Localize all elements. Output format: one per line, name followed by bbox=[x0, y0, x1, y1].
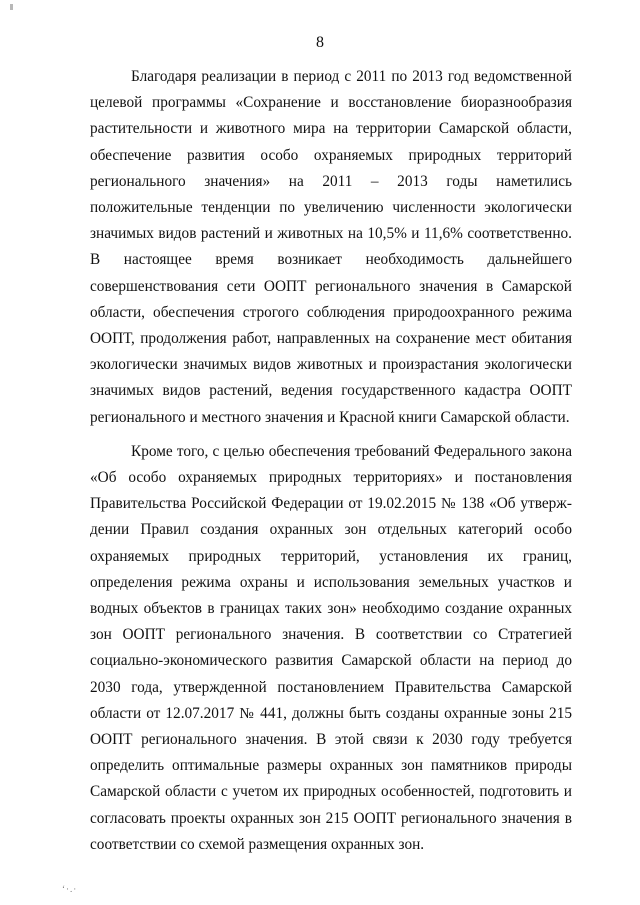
scan-artifact-mark bbox=[10, 4, 13, 10]
paragraph-protection-zones: Кроме того, с целью обеспечения требований Федерального закона «Об особо охраняемых природных территориях» и постановления Правительства Российской Федерации от 19.02.2015 № 138 «Об утверждении Правил создания охранных зон отдельных категорий особо охраняемых природных территорий, установления их границ, определения режима охраны и использования земельных участков и водных объектов в границах таких зон» необходимо создание охранных зон ООПТ регионального значения. В соответствии со Стратегией социально-экономического развития Самарской области на период до 2030 года, утвержденной постановлением Правительства Самарской области от 12.07.2017 № 441, должны быть созданы охранные зоны 215 ООПТ регионального значения. В этой связи к 2030 году требуется определить оптимальные размеры охранных зон памятников природы Самарской области с учетом их природных особенностей, подготовить и согласовать проекты охранных зон 215 ООПТ регионального значения в соответствии со схемой размещения охранных зон. bbox=[90, 442, 572, 853]
paragraph-program-results: Благодаря реализации в период с 2011 по 2013 год ведомственной целевой программы «Сохранение и восстановление биоразнообразия растительности и животного мира на территории Самарской области, обеспечение развития особо охраняемых природных территорий регионального значения» на 2011 – 2013 годы наметились положительные тенденции по увеличению численности экологически значимых видов растений и животных на 10,5% и 11,6% соответственно. В настоящее время возникает необходимость дальнейшего совершенствования сети ООПТ регионального значения в Самарской области, обеспечения строгого соблюдения природоохранного режима ООПТ, продолжения работ, направленных на сохранение мест обитания экологически значимых видов животных и произрастания экологически значимых видов растений, ведения государственного кадастра ООПТ регионального и местного значения и Красной книги Самарской области. bbox=[90, 68, 572, 426]
document-body bbox=[90, 64, 572, 858]
page-number: 8 bbox=[316, 34, 324, 51]
scan-artifact-corner: ‘·.· bbox=[62, 884, 78, 894]
